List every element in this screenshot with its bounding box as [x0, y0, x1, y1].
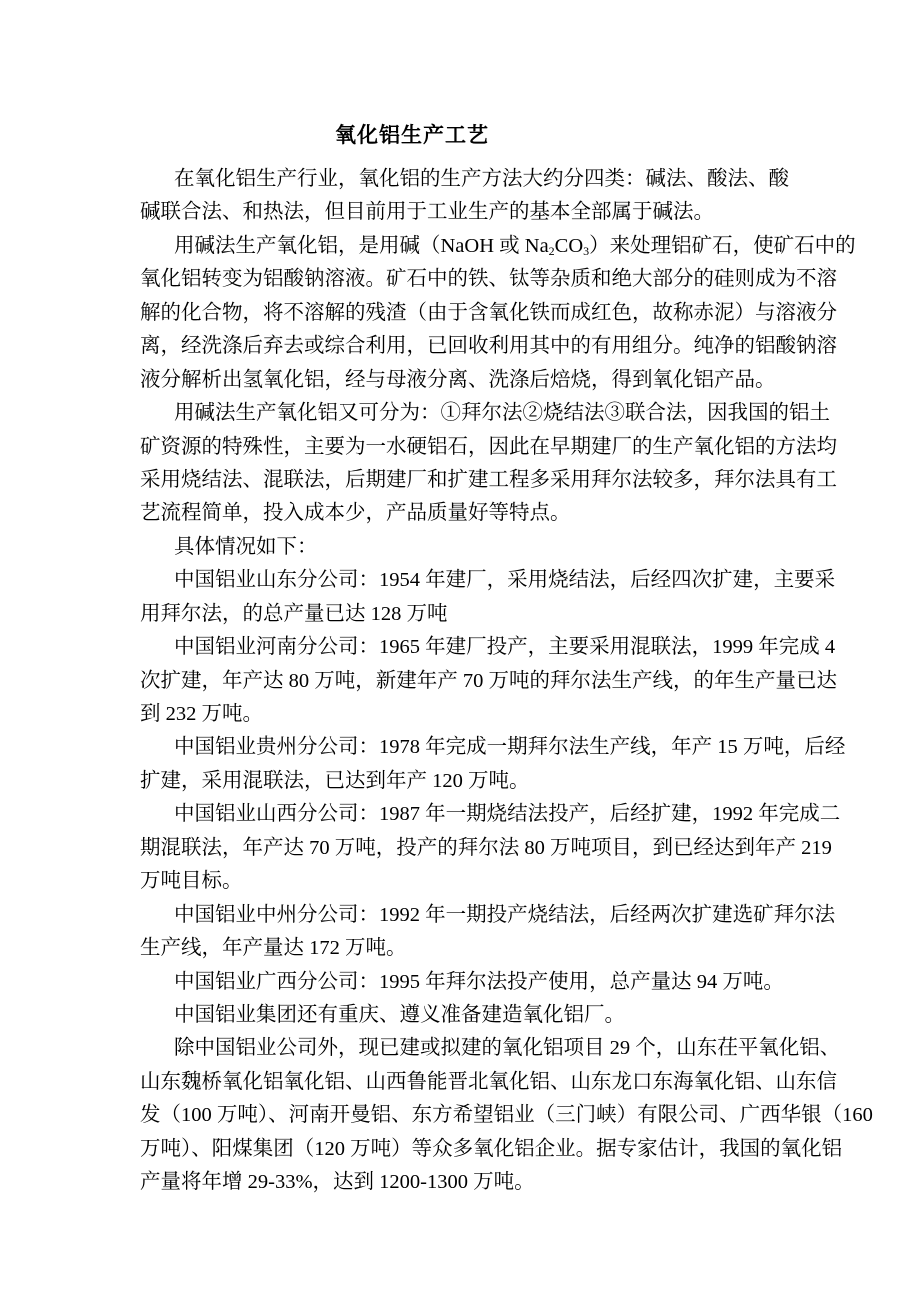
paragraph-line: 碱联合法、和热法，但目前用于工业生产的基本全部属于碱法。: [140, 201, 714, 224]
paragraph: [140, 731, 846, 798]
paragraph-line: 次扩建，年产达 80 万吨，新建年产 70 万吨的拜尔法生产线，的年生产量已达: [140, 669, 837, 692]
paragraph-line: 中国铝业贵州分公司：1978 年完成一期拜尔法生产线，年产 15 万吨，后经: [174, 736, 846, 759]
paragraph: [140, 899, 836, 966]
text-segment: CO: [554, 234, 584, 257]
paragraph-line: 中国铝业广西分公司：1995 年拜尔法投产使用，总产量达 94 万吨。: [174, 970, 784, 993]
paragraph: [140, 230, 856, 397]
document-title: [0, 120, 920, 150]
paragraph-line: 离，经洗涤后弃去或综合利用，已回收利用其中的有用组分。纯净的铝酸钠溶: [140, 335, 837, 358]
paragraph: [140, 631, 837, 731]
paragraph-line: 用碱法生产氧化铝又可分为：①拜尔法②烧结法③联合法，因我国的铝土: [174, 402, 830, 425]
paragraph: [140, 1032, 873, 1199]
paragraph: [140, 798, 841, 898]
paragraph-line: 矿资源的特殊性，主要为一水硬铝石，因此在早期建厂的生产氧化铝的方法均: [140, 435, 837, 458]
text-segment: 用碱法生产氧化铝，是用碱（NaOH 或 Na: [174, 234, 549, 257]
paragraph-line: 液分解析出氢氧化铝，经与母液分离、洗涤后焙烧，得到氧化铝产品。: [140, 368, 776, 391]
document-body: [140, 163, 873, 1200]
paragraph-line: 中国铝业集团还有重庆、遵义准备建造氧化铝厂。: [174, 1003, 625, 1026]
paragraph-line: 中国铝业中州分公司：1992 年一期投产烧结法，后经两次扩建选矿拜尔法: [174, 903, 836, 926]
paragraph-line: 万吨目标。: [140, 870, 243, 893]
paragraph-line: 氧化铝转变为铝酸钠溶液。矿石中的铁、钛等杂质和绝大部分的硅则成为不溶: [140, 268, 837, 291]
paragraph: [140, 397, 837, 531]
paragraph-line: 山东魏桥氧化铝氧化铝、山西鲁能晋北氧化铝、山东龙口东海氧化铝、山东信: [140, 1070, 837, 1093]
paragraph-line: 中国铝业河南分公司：1965 年建厂投产，主要采用混联法，1999 年完成 4: [174, 636, 836, 659]
paragraph: [140, 564, 836, 631]
paragraph-line: 采用烧结法、混联法，后期建厂和扩建工程多采用拜尔法较多，拜尔法具有工: [140, 468, 837, 491]
paragraph-line: 解的化合物，将不溶解的残渣（由于含氧化铁而成红色，故称赤泥）与溶液分: [140, 301, 837, 324]
paragraph-line: 具体情况如下：: [174, 535, 318, 558]
subscript: 2: [548, 243, 555, 258]
paragraph: [140, 163, 789, 230]
paragraph-line: 艺流程简单，投入成本少，产品质量好等特点。: [140, 502, 571, 525]
paragraph-line: 到 232 万吨。: [140, 703, 263, 725]
paragraph-line: 在氧化铝生产行业，氧化铝的生产方法大约分四类：碱法、酸法、酸: [174, 168, 789, 190]
paragraph-line: 万吨）、阳煤集团（120 万吨）等众多氧化铝企业。据专家估计，我国的氧化铝: [140, 1137, 843, 1160]
paragraph-line: 生产线，年产量达 172 万吨。: [140, 937, 407, 960]
document-title-text: 氧化铝生产工艺: [335, 123, 489, 147]
paragraph-line: 扩建，采用混联法，已达到年产 120 万吨。: [140, 769, 530, 792]
paragraph-line: 中国铝业山西分公司：1987 年一期烧结法投产，后经扩建，1992 年完成二: [174, 803, 841, 826]
paragraph-line: 除中国铝业公司外，现已建或拟建的氧化铝项目 29 个，山东茌平氧化铝、: [174, 1037, 841, 1060]
paragraph: [140, 966, 783, 999]
paragraph-line: 中国铝业山东分公司：1954 年建厂，采用烧结法，后经四次扩建，主要采: [174, 569, 836, 592]
paragraph: [140, 531, 783, 564]
subscript: 3: [583, 243, 590, 258]
text-segment: ）来处理铝矿石，使矿石中的: [589, 234, 856, 257]
paragraph: [140, 999, 783, 1032]
paragraph-line: 产量将年增 29-33%，达到 1200-1300 万吨。: [140, 1171, 535, 1194]
paragraph-line: 发（100 万吨）、河南开曼铝、东方希望铝业（三门峡）有限公司、广西华银（160: [140, 1104, 873, 1127]
paragraph-line: 期混联法，年产达 70 万吨，投产的拜尔法 80 万吨项目，到已经达到年产 219: [140, 836, 832, 859]
paragraph-line: 用拜尔法，的总产量已达 128 万吨: [140, 602, 448, 625]
paragraph-line: [140, 230, 856, 263]
